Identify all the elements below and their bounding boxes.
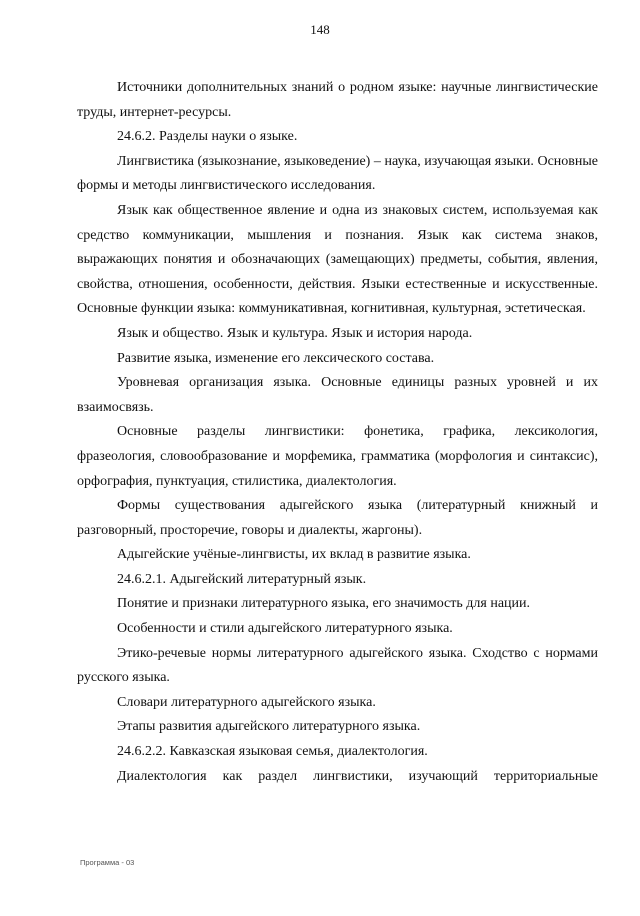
- paragraph-sources: Источники дополнительных знаний о родном языке: научные лингвистические труды, интернет-ресурсы.: [77, 80, 598, 120]
- paragraph-linguistics-sections: Основные разделы лингвистики: фонетика, графика, лексикология, фразеология, словообразование и морфемика, грамматика (морфология и синтаксис), орфография, пунктуация, стилистика, диалектология.: [77, 424, 598, 489]
- paragraph-literary-language-styles: Особенности и стили адыгейского литературного языка.: [117, 621, 453, 637]
- paragraph-linguists: Адыгейские учёные-лингвисты, их вклад в развитие языка.: [117, 547, 471, 563]
- paragraph-literary-language-concept: Понятие и признаки литературного языка, его значимость для нации.: [117, 596, 531, 612]
- paragraph-development-stages: Этапы развития адыгейского литературного языка.: [117, 719, 421, 735]
- paragraph-level-organization: Уровневая организация языка. Основные единицы разных уровней и их взаимосвязь.: [77, 375, 598, 415]
- paragraph-linguistics: Лингвистика (языкознание, языковедение) – наука, изучающая языки. Основные формы и методы лингвистического исследования.: [77, 153, 598, 194]
- paragraph-language-social: Язык как общественное явление и одна из знаковых систем, используемая как средство коммуникации, мышления и познания. Язык как система знаков, выражающих понятия и обозначающих (замещающих) предметы, события, явления, свойства, отношения, особенности, действия. Языки естественные и искусственные. Основные функции языка: коммуникативная, когнитивная, культурная, эстетическая.: [77, 202, 598, 317]
- paragraph-speech-norms: Этико-речевые нормы литературного адыгейского языка. Сходство с нормами русского языка.: [77, 645, 598, 686]
- footer-program-label: Программа - 03: [80, 858, 135, 867]
- paragraph-language-development: Развитие языка, изменение его лексического состава.: [117, 350, 435, 366]
- section-heading-24-6-2: 24.6.2. Разделы науки о языке.: [117, 129, 298, 145]
- section-heading-24-6-2-1: 24.6.2.1. Адыгейский литературный язык.: [117, 571, 367, 587]
- paragraph-language-forms: Формы существования адыгейского языка (литературный книжный и разговорный, просторечие, говоры и диалекты, жаргоны).: [77, 498, 598, 538]
- page-number: 148: [310, 22, 330, 37]
- paragraph-dialectology: Диалектология как раздел лингвистики, изучающий территориальные: [117, 768, 598, 784]
- paragraph-dictionaries: Словари литературного адыгейского языка.: [117, 694, 376, 710]
- document-body: [77, 76, 598, 789]
- paragraph-language-society: Язык и общество. Язык и культура. Язык и история народа.: [117, 325, 473, 341]
- section-heading-24-6-2-2: 24.6.2.2. Кавказская языковая семья, диалектология.: [117, 744, 428, 760]
